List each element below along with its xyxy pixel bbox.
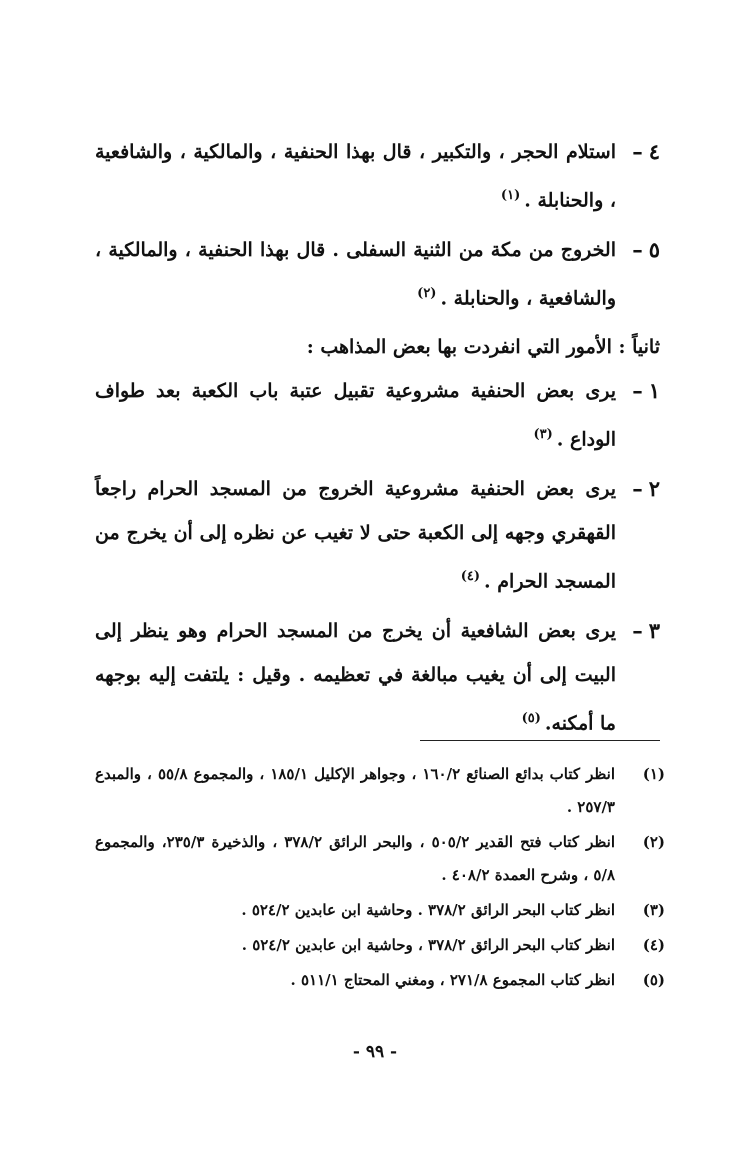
- item-number: ٣–: [632, 618, 660, 644]
- list-item: [95, 467, 660, 603]
- footnote: [95, 894, 665, 927]
- item-text: يرى بعض الحنفية مشروعية تقبيل عتبة باب الكعبة بعد طواف الوداع .$^{(٣)}$: [95, 379, 616, 450]
- list-item: [95, 609, 660, 745]
- item-number: ٥–: [632, 237, 660, 263]
- footnote-ref[interactable]: (٥): [521, 711, 541, 727]
- list-item: [95, 228, 660, 320]
- list-item: [95, 130, 660, 222]
- footnote-ref[interactable]: (٣): [533, 426, 553, 442]
- section-heading: ثانياً : الأمور التي انفردت بها بعض المذاهب :: [306, 335, 660, 358]
- footnote-ref[interactable]: (١): [500, 188, 521, 203]
- list-item: [95, 369, 660, 461]
- footnotes: [95, 758, 665, 999]
- page-number: - ٩٩ -: [352, 1042, 398, 1062]
- footnote-text: انظر كتاب البحر الرائق ٣٧٨/٢ . وحاشية ابن عابدين ٥٢٤/٢ .: [241, 901, 615, 919]
- footnote: [95, 964, 665, 997]
- footnote-ref[interactable]: (٢): [417, 286, 437, 302]
- main-text: [95, 130, 660, 752]
- item-number: ٤–: [632, 139, 660, 164]
- footnote-number: (٣): [642, 901, 665, 919]
- footnote: [95, 929, 665, 962]
- footnote-text: انظر كتاب المجموع ٢٧١/٨ ، ومغني المحتاج ٥١١/١ .: [290, 971, 615, 989]
- footnote-text: انظر كتاب البحر الرائق ٣٧٨/٢ ، وحاشية ابن عابدين ٥٢٤/٢ .: [241, 936, 615, 954]
- footnote-divider: [420, 740, 660, 741]
- item-number: ٢–: [632, 475, 660, 501]
- footnote-number: (٢): [642, 833, 665, 851]
- footnote: [95, 826, 665, 892]
- footnote-number: (٥): [642, 971, 665, 989]
- footnote-number: (٤): [642, 936, 665, 954]
- item-number: ١–: [632, 377, 660, 403]
- footnote-text: انظر كتاب فتح القدير ٥٠٥/٢ ، والبحر الرائق ٣٧٨/٢ ، والذخيرة ٢٣٥/٣، والمجموع ٥/٨ ، وشرح العمدة ٤٠٨/٢ .: [95, 833, 615, 884]
- footnote: [95, 758, 665, 824]
- item-text: يرى بعض الحنفية مشروعية الخروج من المسجد الحرام راجعاً القهقري وجهه إلى الكعبة حتى لا تغيب عن نظره إلى أن يخرج من المسجد الحرام .$^{(٤)}$: [95, 477, 616, 593]
- item-text: الخروج من مكة من الثنية السفلى . قال بهذا الحنفية ، والمالكية ، والشافعية ، والحنابلة .$^{(٢)}$: [95, 239, 616, 310]
- item-text: استلام الحجر ، والتكبير ، قال بهذا الحنفية ، والمالكية ، والشافعية ، والحنابلة .$^{(١)}$: [95, 141, 616, 212]
- footnote-number: (١): [642, 765, 665, 783]
- footnote-text: انظر كتاب بدائع الصنائع ١٦٠/٢ ، وجواهر الإكليل ١٨٥/١ ، والمجموع ٥٥/٨ ، والمبدع ٢٥٧/٣ .: [95, 765, 615, 816]
- item-text: يرى بعض الشافعية أن يخرج من المسجد الحرام وهو ينظر إلى البيت إلى أن يغيب مبالغة في تعظيمه . وقيل : يلتفت إليه بوجهه ما أمكنه.$^{(٥)}$: [95, 620, 616, 735]
- footnote-ref[interactable]: (٤): [460, 568, 481, 584]
